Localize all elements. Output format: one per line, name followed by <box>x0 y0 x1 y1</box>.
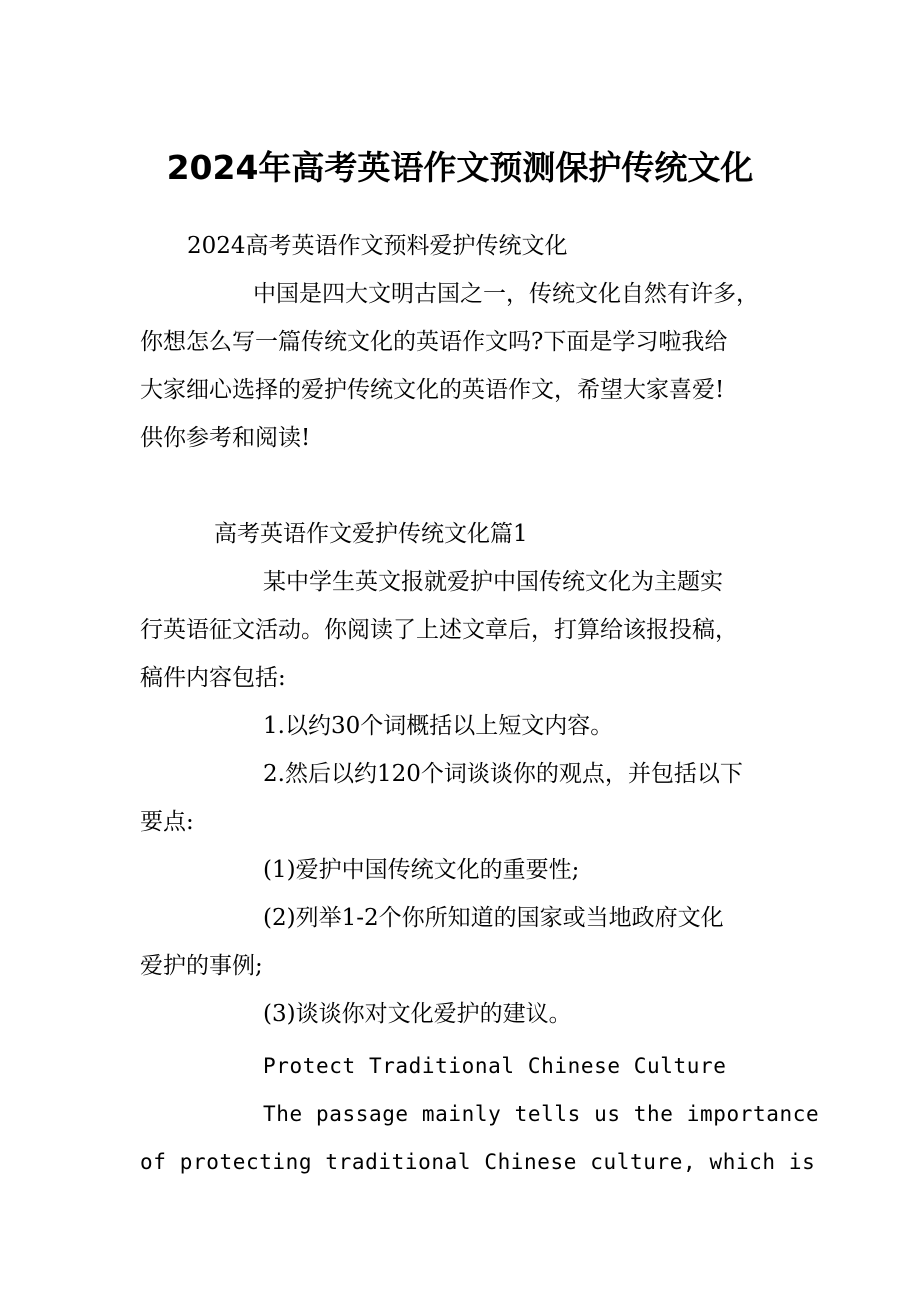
intro-line-2: 你想怎么写一篇传统文化的英语作文吗?下面是学习啦我给 <box>140 329 728 355</box>
subtitle: 2024高考英语作文预料爱护传统文化 <box>187 233 568 259</box>
requirement-line-6: 爱护的事例; <box>140 953 263 979</box>
requirement-line-3: 要点: <box>140 809 194 835</box>
essay-line-1: The passage mainly tells us the importance <box>263 1102 820 1126</box>
intro-line-1: 中国是四大文明古国之一，传统文化自然有许多， <box>253 281 759 307</box>
requirement-line-7: (3)谈谈你对文化爱护的建议。 <box>263 1001 572 1027</box>
requirement-line-2: 2.然后以约120个词谈谈你的观点，并包括以下 <box>263 761 743 787</box>
intro-line-4: 供你参考和阅读! <box>140 425 311 451</box>
requirement-line-5: (2)列举1-2个你所知道的国家或当地政府文化 <box>263 905 724 931</box>
document-title: 2024年高考英语作文预测保护传统文化 <box>166 148 754 187</box>
essay-line-2: of protecting traditional Chinese culture, which is <box>140 1150 816 1174</box>
task-line-2: 行英语征文活动。你阅读了上述文章后，打算给该报投稿， <box>140 617 738 643</box>
intro-line-3: 大家细心选择的爱护传统文化的英语作文，希望大家喜爱! <box>140 377 725 403</box>
requirement-line-4: (1)爱护中国传统文化的重要性; <box>263 857 580 883</box>
task-line-1: 某中学生英文报就爱护中国传统文化为主题实 <box>263 569 723 595</box>
essay-title: Protect Traditional Chinese Culture <box>263 1054 727 1078</box>
section-heading: 高考英语作文爱护传统文化篇1 <box>214 521 528 547</box>
task-line-3: 稿件内容包括: <box>140 665 286 691</box>
requirement-line-1: 1.以约30个词概括以上短文内容。 <box>263 713 614 739</box>
